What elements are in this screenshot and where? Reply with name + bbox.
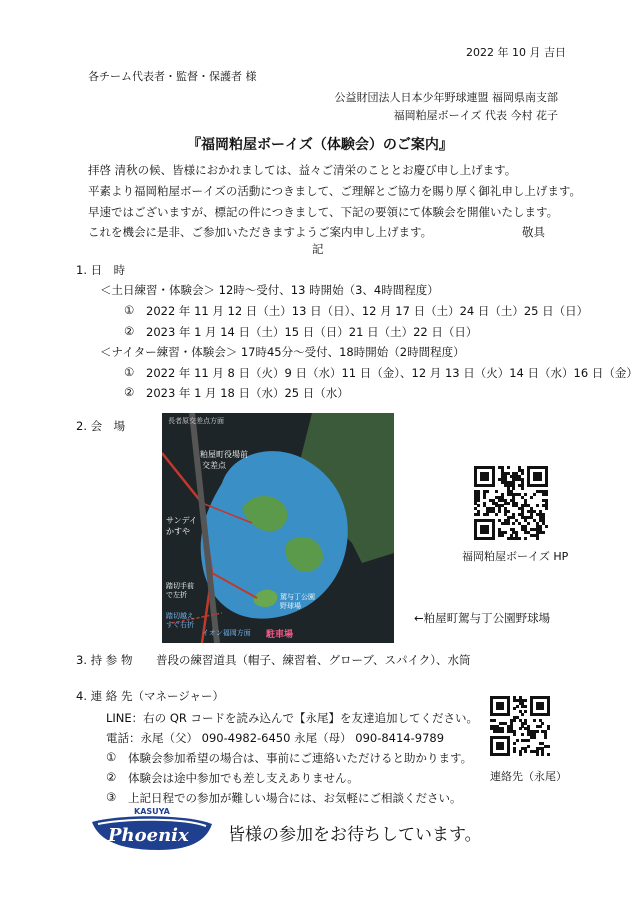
greeting-line: 平素より福岡粕屋ボーイズの活動につきまして、ご理解とご協力を賜り厚く御礼申し上げます。 [88,184,581,198]
phone-numbers: 電話：永尾（父） 090-4982-6450 永尾（母） 090-8414-9789 [106,731,445,745]
qr-module [493,719,496,722]
qr-module [516,705,519,708]
map-label: 野球場 [280,602,301,610]
qr-module [486,531,489,534]
qr-module [486,478,489,481]
section-contact-title: 4. 連 絡 先（マネージャー） [76,689,224,703]
qr-module [507,502,510,505]
qr-module [547,713,550,716]
qr-module [533,736,536,739]
qr-module [524,750,527,753]
qr-module [512,487,515,490]
qr-module [539,478,542,481]
qr-module [501,707,504,710]
contact-note: 体験会参加希望の場合は、事前にご連絡いただけると助かります。 [128,751,473,765]
qr-module [524,710,527,713]
qr-module [498,510,501,513]
list-number: ② [124,385,135,399]
qr-module [542,531,545,534]
qr-module [541,753,544,756]
qr-module [504,531,507,534]
qr-module [501,747,504,750]
qr-module [530,496,533,499]
qr-module [547,727,550,730]
map-label: 駕与丁公園 [280,593,315,601]
qr-module [536,537,539,540]
section-items-title: 3. 持 参 物 [76,653,133,667]
section-schedule-title: 1. 日 時 [76,263,126,277]
qr-module [521,733,524,736]
list-number: ③ [106,790,117,804]
qr-module [477,513,480,516]
list-number: ① [124,303,135,317]
map-label: 踏切越え [166,612,194,620]
weekend-practice-title: ＜土日練習・体験会＞ 12時～受付、13 時開始（3、4時間程度） [100,283,439,297]
qr-module [544,736,547,739]
phoenix-logo [88,807,216,852]
ki-heading: 記 [312,242,324,256]
qr-module [541,707,544,710]
qr-module [521,472,524,475]
organization-line: 公益財団法人日本少年野球連盟 福岡県南支部 [334,91,558,104]
keigu-closing: 敬具 [522,225,545,239]
weekend-dates-2023: 2023 年 1 月 14 日（土）15 日（日）21 日（土）22 日（日） [146,325,478,339]
qr-module [519,753,522,756]
map-label: 長者原交差点方面 [168,417,224,425]
night-dates-2023: 2023 年 1 月 18 日（水）25 日（水） [146,386,349,400]
qr-module [519,727,522,730]
qr-module [521,487,524,490]
night-practice-title: ＜ナイター練習・体験会＞ 17時45分～受付、18時開始（2時間程度） [100,345,465,359]
map-label: すぐ右折 [166,621,194,629]
night-dates-2022: 2022 年 11 月 8 日（火）9 日（水）11 日（金）、12 月 13 日（火）14 日（水）16 日（金） [146,366,638,380]
qr-module [483,496,486,499]
qr-module [486,490,489,493]
qr-module [545,525,548,528]
qr-module [545,507,548,510]
qr-module [524,705,527,708]
qr-module [518,537,521,540]
qr-module [527,522,530,525]
qr-module [495,490,498,493]
qr-module [524,699,527,702]
qr-module [536,504,539,507]
parking-label: 駐車場 [266,630,294,640]
venue-name-arrow: ←粕屋町駕与丁公園野球場 [414,611,551,625]
qr-module [513,733,516,736]
logo-main-text: Phoenix [108,825,189,846]
qr-module [507,713,510,716]
line-qr-code[interactable] [490,696,550,756]
closing-message: 皆様の参加をお待ちしています。 [228,825,482,845]
list-number: ② [124,324,135,338]
greeting-line: これを機会に是非、ご参加いただきますようご案内申し上げます。 [88,225,433,239]
qr-module [507,510,510,513]
qr-caption-contact: 連絡先（永尾） [490,770,567,783]
qr-module [527,745,530,748]
qr-module [507,466,510,469]
qr-module [513,719,516,722]
qr-module [547,745,550,748]
items-to-bring: 普段の練習道具（帽子、練習着、グローブ、スパイク）、水筒 [156,653,471,667]
map-label: で左折 [166,591,187,599]
qr-module [513,742,516,745]
qr-module [533,719,536,722]
list-number: ① [106,750,117,764]
qr-module [524,493,527,496]
qr-module [516,739,519,742]
qr-module [513,750,516,753]
qr-module [513,707,516,710]
document-date: 2022 年 10 月 吉日 [466,46,566,59]
qr-module [501,534,504,537]
qr-module [521,713,524,716]
qr-module [486,513,489,516]
addressee: 各チーム代表者・監督・保護者 様 [88,70,257,83]
qr-module [545,484,548,487]
qr-module [512,522,515,525]
qr-module [536,730,539,733]
list-number: ② [106,770,117,784]
map-graphic [162,413,394,643]
qr-caption-hp: 福岡粕屋ボーイズ HP [462,550,569,563]
qr-module [545,493,548,496]
greeting-line: 早速ではございますが、標記の件につきまして、下記の要領にて体験会を開催いたします。 [88,205,559,219]
greeting-line: 拝啓 清秋の候、皆様におかれましては、益々ご清栄のこととお慶び申し上げます。 [88,163,517,177]
qr-module [541,722,544,725]
representative-line: 福岡粕屋ボーイズ 代表 今村 花子 [393,109,558,122]
qr-module [492,484,495,487]
map-label: 踏切手前 [166,582,194,590]
qr-module [527,739,530,742]
map-label: サンデイ [166,516,198,525]
map-label: イオン福岡方面 [202,629,251,637]
logo-top-text: KASUYA [134,807,170,816]
qr-module [495,513,498,516]
hp-qr-code[interactable] [474,466,548,540]
list-number: ① [124,365,135,379]
qr-module [507,522,510,525]
qr-module [492,537,495,540]
map-label: 交差点 [202,461,226,470]
qr-module [507,753,510,756]
line-instruction: LINE：右の QR コードを読み込んで【永尾】を友達追加してください。 [106,711,479,725]
qr-module [501,730,504,733]
contact-note: 体験会は途中参加でも差し支えありません。 [128,771,359,785]
qr-module [539,725,542,728]
map-label: かすや [166,527,190,536]
weekend-dates-2022: 2022 年 11 月 12 日（土）13 日（日）、12 月 17 日（土）24 日（土）25 日（日） [146,304,589,318]
qr-module [536,753,539,756]
document-title: 『福岡粕屋ボーイズ（体験会）のご案内』 [187,137,453,153]
qr-module [477,504,480,507]
section-venue-title: 2. 会 場 [76,419,126,433]
qr-module [547,753,550,756]
qr-module [477,499,480,502]
qr-module [533,493,536,496]
venue-map [162,413,394,643]
contact-note: 上記日程での参加が難しい場合には、お気軽にご相談ください。 [128,791,462,805]
map-label: 粕屋町役場前 [200,450,248,459]
qr-module [524,537,527,540]
